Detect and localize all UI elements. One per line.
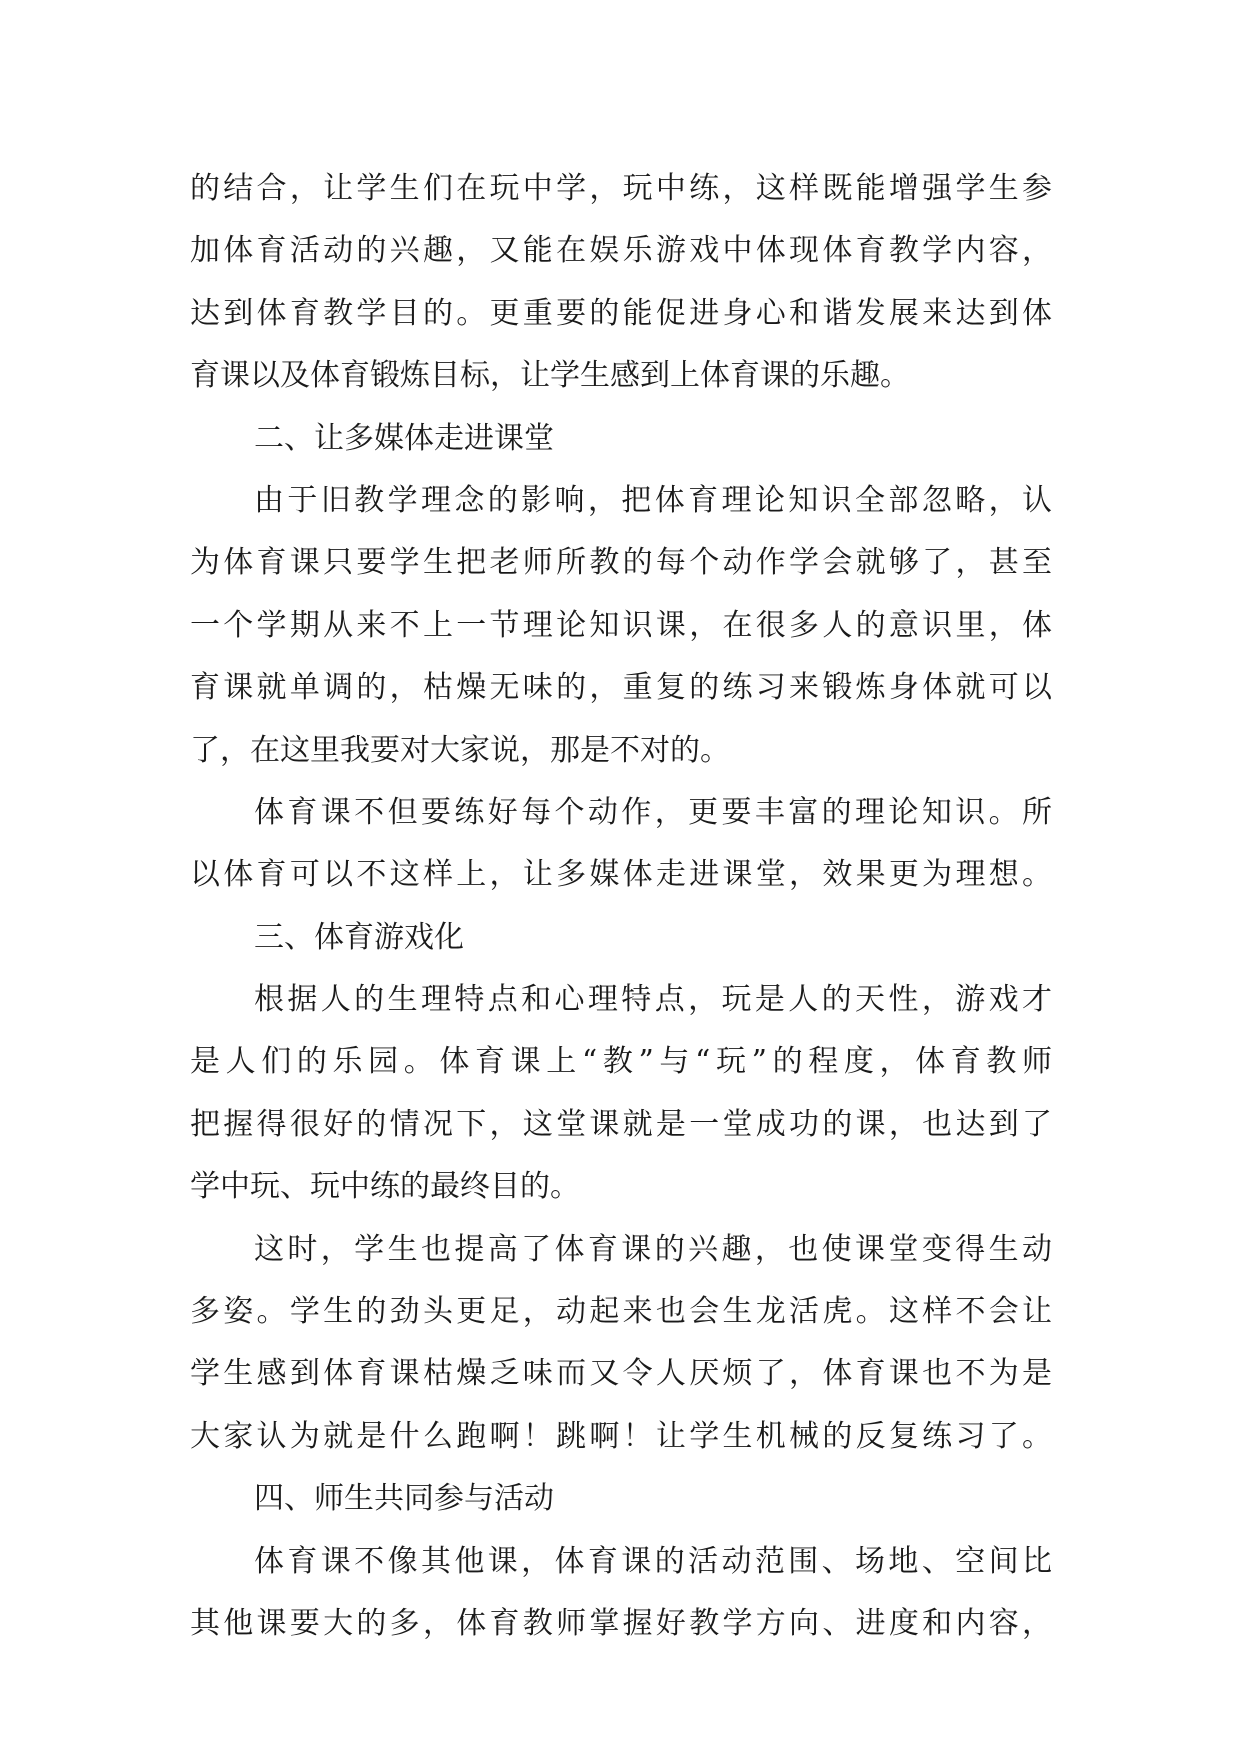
text-line: 育课以及体育锻炼目标，让学生感到上体育课的乐趣。	[190, 358, 910, 394]
body-text	[190, 158, 1052, 1655]
text-line: 把握得很好的情况下，这堂课就是一堂成功的课，也达到了	[190, 1106, 1052, 1142]
text-line: 这时，学生也提高了体育课的兴趣，也使课堂变得生动	[254, 1231, 1052, 1267]
text-line: 了，在这里我要对大家说，那是不对的。	[190, 732, 730, 768]
text-line: 大家认为就是什么跑啊！跳啊！让学生机械的反复练习了。	[190, 1418, 1052, 1454]
text-line: 其他课要大的多，体育教师掌握好教学方向、进度和内容，	[190, 1605, 1052, 1641]
section-heading: 二、让多媒体走进课堂	[254, 420, 554, 456]
text-line: 学生感到体育课枯燥乏味而又令人厌烦了，体育课也不为是	[190, 1356, 1052, 1392]
text-line: 育课就单调的，枯燥无味的，重复的练习来锻炼身体就可以	[190, 670, 1052, 706]
section-heading: 四、师生共同参与活动	[254, 1481, 554, 1517]
text-line: 一个学期从来不上一节理论知识课，在很多人的意识里，体	[190, 607, 1052, 643]
text-line: 以体育可以不这样上，让多媒体走进课堂，效果更为理想。	[190, 857, 1052, 893]
text-line: 为体育课只要学生把老师所教的每个动作学会就够了，甚至	[190, 545, 1052, 581]
section-heading: 三、体育游戏化	[254, 919, 464, 955]
text-line: 的结合，让学生们在玩中学，玩中练，这样既能增强学生参	[190, 171, 1052, 206]
text-line: 多姿。学生的劲头更足，动起来也会生龙活虎。这样不会让	[190, 1294, 1052, 1330]
text-line: 根据人的生理特点和心理特点，玩是人的天性，游戏才	[254, 982, 1052, 1018]
text-line: 体育课不但要练好每个动作，更要丰富的理论知识。所	[254, 794, 1052, 830]
text-line: 达到体育教学目的。更重要的能促进身心和谐发展来达到体	[190, 295, 1052, 331]
text-line: 是人们的乐园。体育课上“教”与“玩”的程度，体育教师	[190, 1044, 1052, 1080]
text-line: 学中玩、玩中练的最终目的。	[190, 1169, 580, 1205]
text-line: 由于旧教学理念的影响，把体育理论知识全部忽略，认	[254, 482, 1052, 518]
text-line: 体育课不像其他课，体育课的活动范围、场地、空间比	[254, 1543, 1052, 1579]
text-line: 加体育活动的兴趣，又能在娱乐游戏中体现体育教学内容，	[190, 233, 1052, 269]
